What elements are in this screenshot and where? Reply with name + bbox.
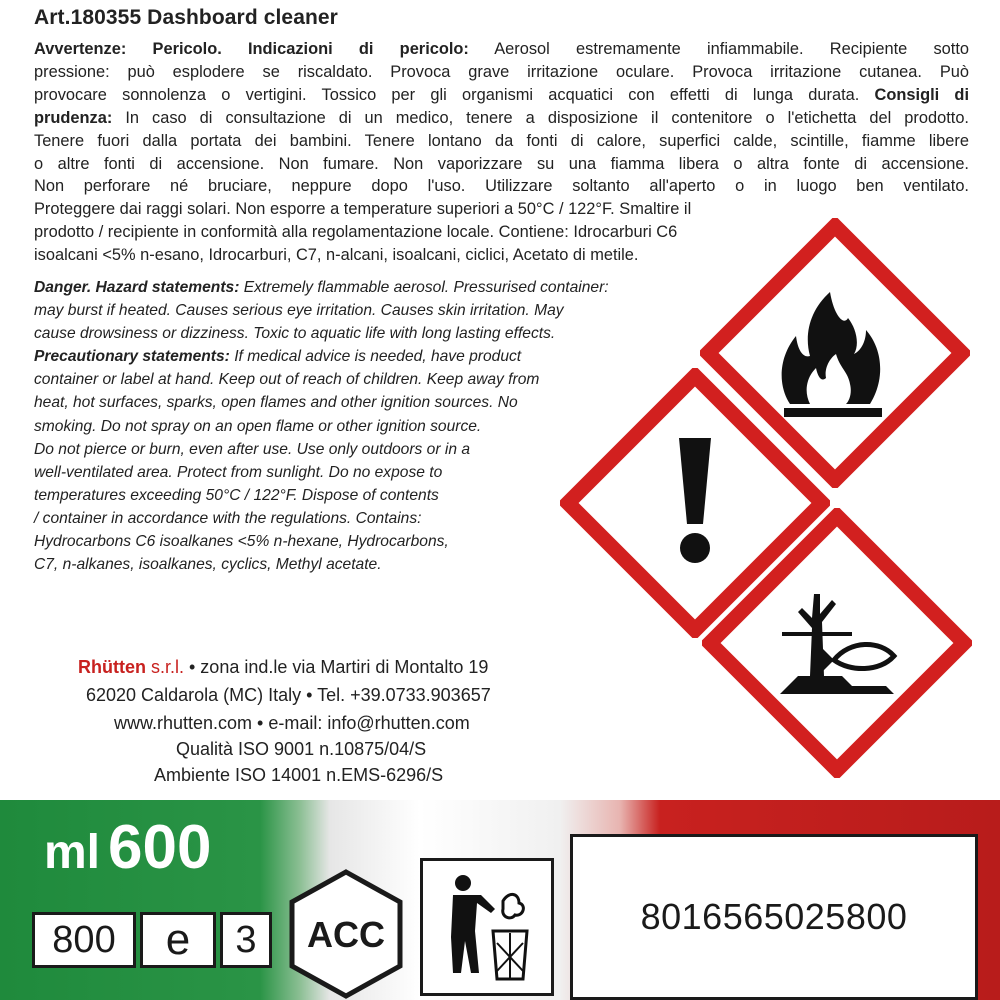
english-warning-text — [34, 276, 609, 576]
it-line: isoalcani <5% n-esano, Idrocarburi, C7, n-alcani, isoalcani, ciclici, Acetato di metile. — [34, 246, 639, 265]
acc-label: ACC — [307, 914, 385, 955]
barcode-panel — [570, 834, 978, 1000]
en-line: cause drowsiness or dizziness. Toxic to aquatic life with long lasting effects. — [34, 325, 556, 343]
product-title: Art.180355 Dashboard cleaner — [34, 6, 338, 29]
tidyman-bin-icon — [423, 861, 551, 993]
en-line: temperatures exceeding 50°C / 122°F. Dispose of contents — [34, 486, 439, 504]
disposal-symbol — [420, 858, 554, 996]
en-line: may burst if heated. Causes serious eye irritation. Causes skin irritation. May — [34, 302, 564, 320]
it-line: Proteggere dai raggi solari. Non esporre a temperature superiori a 50°C / 122°F. Smaltire il — [34, 200, 692, 219]
en-line: Precautionary statements: If medical advice is needed, have product — [34, 348, 522, 366]
en-line: container or label at hand. Keep out of reach of children. Keep away from — [34, 371, 540, 389]
container-class: 3 — [220, 912, 272, 968]
it-line: prodotto / recipiente in conformità alla regolamentazione locale. Contiene: Idrocarburi C6 — [34, 223, 678, 242]
it-line: prudenza: In caso di consultazione di un medico, tenere a disposizione il contenitore o l'etichetta del prodotto. — [34, 108, 969, 127]
quality-certificate: Qualità ISO 9001 n.10875/04/S — [176, 739, 427, 759]
en-line: well-ventilated area. Protect from sunlight. Do no expose to — [34, 463, 443, 481]
environment-icon — [702, 508, 972, 778]
environment-certificate: Ambiente ISO 14001 n.EMS-6296/S — [154, 765, 444, 785]
acc-badge — [288, 868, 404, 1000]
company-city-line: 62020 Caldarola (MC) Italy • Tel. +39.0733.903657 — [86, 685, 491, 705]
it-line: provocare sonnolenza o vertigini. Tossico per gli organismi acquatici con effetti di lunga durata. Consigli di — [34, 85, 969, 104]
it-line: Non perforare né bruciare, neppure dopo l'uso. Utilizzare soltanto all'aperto o in luogo ben ventilato. — [34, 177, 969, 196]
en-line: Hydrocarbons C6 isoalkanes <5% n-hexane, Hydrocarbons, — [34, 533, 449, 551]
gross-volume: 800 — [32, 912, 136, 968]
en-line: heat, hot surfaces, sparks, open flames and other ignition sources. No — [34, 394, 518, 412]
it-line: pressione: può esplodere se riscaldato. Provoca grave irritazione oculare. Provoca irritazione cutanea. Può — [34, 62, 969, 81]
estimated-sign-icon: e — [140, 912, 216, 968]
en-line: Do not pierce or burn, even after use. Use only outdoors or in a — [34, 440, 471, 458]
company-address-line: Rhütten s.r.l. • zona ind.le via Martiri di Montalto 19 — [78, 657, 489, 677]
en-line: Danger. Hazard statements: Extremely flammable aerosol. Pressurised container: — [34, 279, 609, 296]
en-line: C7, n-alkanes, isoalkanes, cyclics, Methyl acetate. — [34, 556, 382, 574]
volume-label: ml 600 — [44, 813, 212, 882]
company-web-line: www.rhutten.com • e-mail: info@rhutten.com — [114, 713, 470, 733]
net-quantity — [32, 912, 272, 968]
en-line: / container in accordance with the regulations. Contains: — [34, 509, 422, 527]
barcode-number: 8016565025800 — [640, 896, 908, 937]
it-line: Tenere fuori dalla portata dei bambini. Tenere lontano da fonti di calore, superfici calde, scintille, fiamme libere — [34, 131, 969, 150]
it-line: Avvertenze: Pericolo. Indicazioni di pericolo: Aerosol estremamente infiammabile. Recipiente sotto — [34, 40, 969, 58]
brand-name: Rhütten — [78, 657, 146, 677]
it-line: o altre fonti di accensione. Non fumare. Non vaporizzare su una fiamma libera o altra fonte di accensione. — [34, 154, 969, 173]
en-line: smoking. Do not spray on an open flame or other ignition source. — [34, 417, 482, 435]
